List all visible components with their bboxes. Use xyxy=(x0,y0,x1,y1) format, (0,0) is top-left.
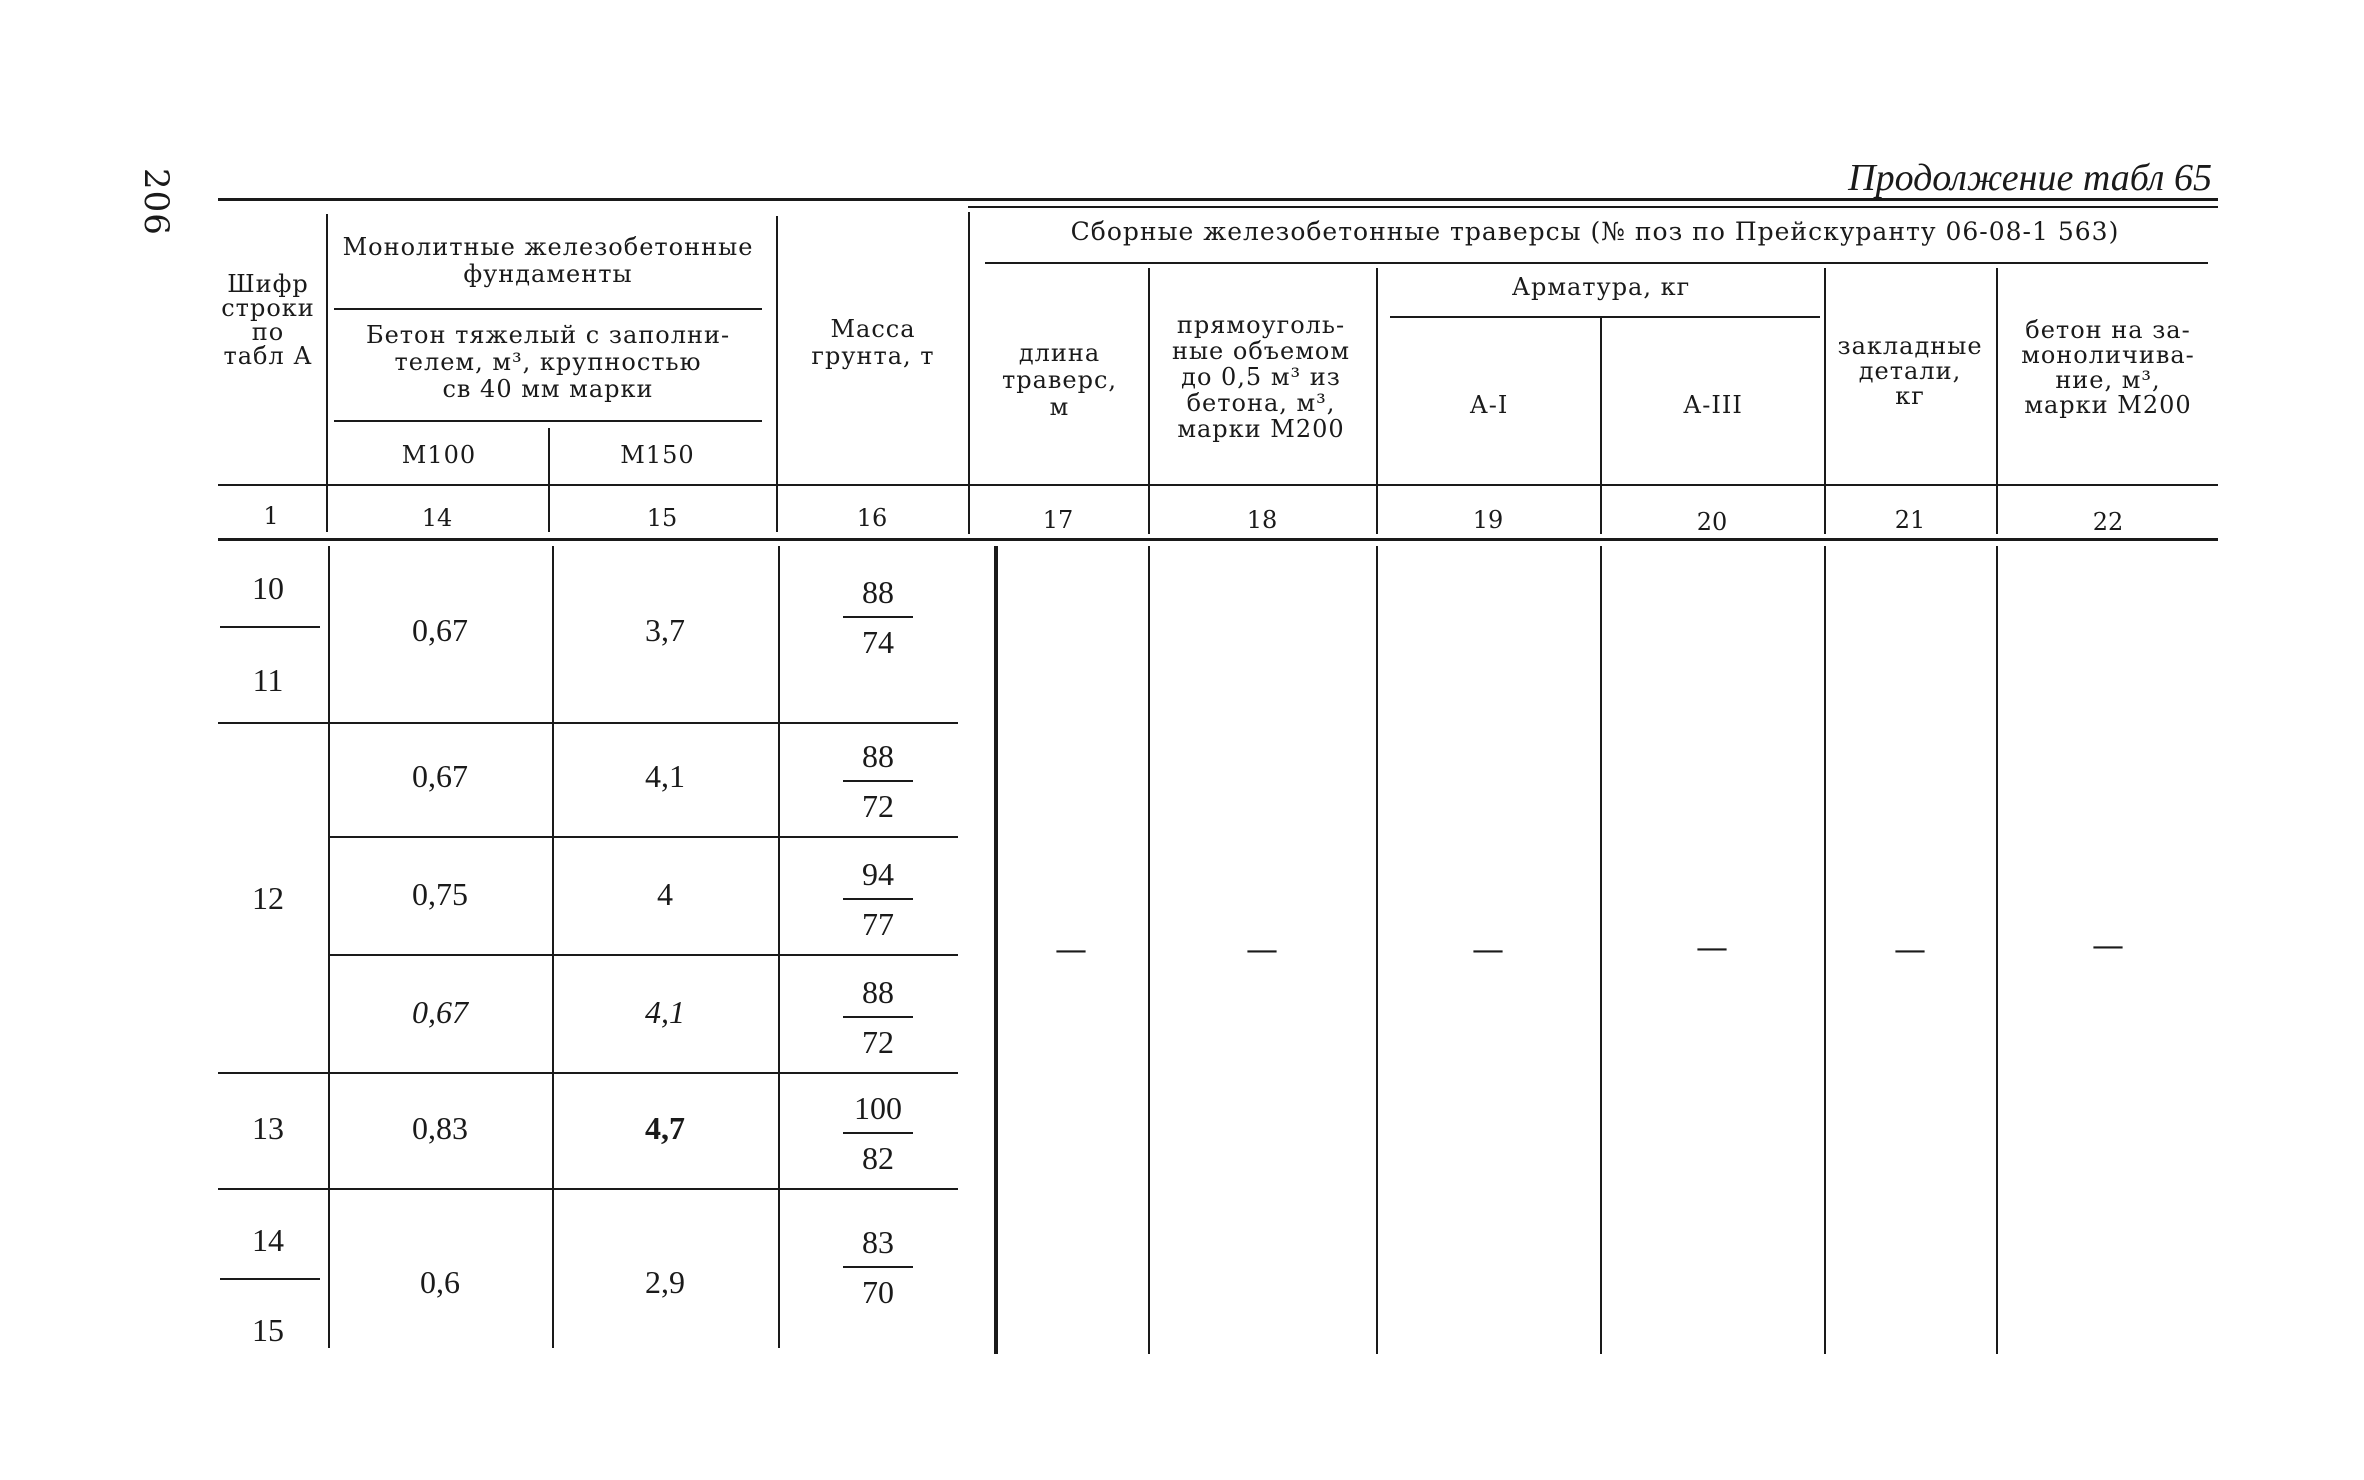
cell-dash-19: — xyxy=(1472,930,1504,968)
colnum-21: 21 xyxy=(1894,506,1926,534)
cell-m150: 4 xyxy=(657,876,673,912)
row-shifr: 12 xyxy=(252,880,284,916)
page-number: 206 xyxy=(135,168,176,236)
header-pryamougolnye: прямоуголь- ные объемом до 0,5 м³ из бетона, м³, марки М200 xyxy=(1171,311,1351,443)
cell-dash-20: — xyxy=(1696,928,1728,966)
cell-m150: 3,7 xyxy=(645,612,685,648)
cell-m150: 2,9 xyxy=(645,1264,685,1300)
cell-m100: 0,6 xyxy=(420,1264,460,1300)
cell-massa-fraction: 88 72 xyxy=(780,736,976,826)
row-shifr: 13 xyxy=(252,1110,284,1146)
colnum-14: 14 xyxy=(421,504,453,532)
colnum-19: 19 xyxy=(1472,506,1504,534)
header-a1: А-I xyxy=(1469,391,1509,419)
cell-massa-fraction: 88 72 xyxy=(780,972,976,1062)
colnum-22: 22 xyxy=(2092,508,2124,536)
row-shifr: 10 xyxy=(252,570,284,606)
cell-dash-18: — xyxy=(1246,930,1278,968)
cell-dash-22: — xyxy=(2092,926,2124,964)
cell-dash-17: — xyxy=(1055,930,1087,968)
row-shifr: 15 xyxy=(252,1312,284,1348)
header-m100: М100 xyxy=(401,441,477,469)
header-beton-zamonolichivanie: бетон на за- моноличива- ние, м³, марки М200 xyxy=(2021,316,2195,419)
cell-m150: 4,7 xyxy=(645,1110,685,1146)
colnum-17: 17 xyxy=(1042,506,1074,534)
colnum-16: 16 xyxy=(856,504,888,532)
row-shifr: 14 xyxy=(252,1222,284,1258)
cell-massa-fraction: 94 77 xyxy=(780,854,976,944)
header-dlina-travers: длина траверс, м xyxy=(1001,339,1118,421)
header-massa-grunta: Масса грунта, т xyxy=(811,315,935,370)
header-zakladnye: закладные детали, кг xyxy=(1837,332,1983,410)
cell-m150: 4,1 xyxy=(645,758,685,794)
cell-m100: 0,75 xyxy=(412,876,468,912)
colnum-20: 20 xyxy=(1696,508,1728,536)
header-sbornye-group: Сборные железобетонные траверсы (№ поз по Прейскуранту 06-08-1 563) xyxy=(1070,217,2120,246)
cell-m100: 0,67 xyxy=(412,994,468,1030)
colnum-1: 1 xyxy=(263,502,279,530)
cell-massa-fraction: 83 70 xyxy=(780,1222,976,1312)
row-shifr: 11 xyxy=(252,662,284,698)
cell-m100: 0,83 xyxy=(412,1110,468,1146)
colnum-18: 18 xyxy=(1246,506,1278,534)
header-beton-subgroup: Бетон тяжелый с заполни- телем, м³, крупностью св 40 мм марки xyxy=(365,321,731,403)
header-a3: А-III xyxy=(1683,391,1743,419)
cell-massa-fraction: 100 82 xyxy=(780,1088,976,1178)
header-armatura: Арматура, кг xyxy=(1511,273,1691,301)
cell-massa-fraction: 88 74 xyxy=(780,572,976,662)
cell-m150: 4,1 xyxy=(645,994,685,1030)
table-continuation-title: Продолжение табл 65 xyxy=(1848,157,2212,199)
colnum-15: 15 xyxy=(646,504,678,532)
cell-dash-21: — xyxy=(1894,930,1926,968)
header-shifr: Шифр строки по табл А xyxy=(221,270,315,370)
cell-m100: 0,67 xyxy=(412,612,468,648)
cell-m100: 0,67 xyxy=(412,758,468,794)
header-monolith-group: Монолитные железобетонные фундаменты xyxy=(342,233,754,288)
header-m150: М150 xyxy=(620,441,695,469)
